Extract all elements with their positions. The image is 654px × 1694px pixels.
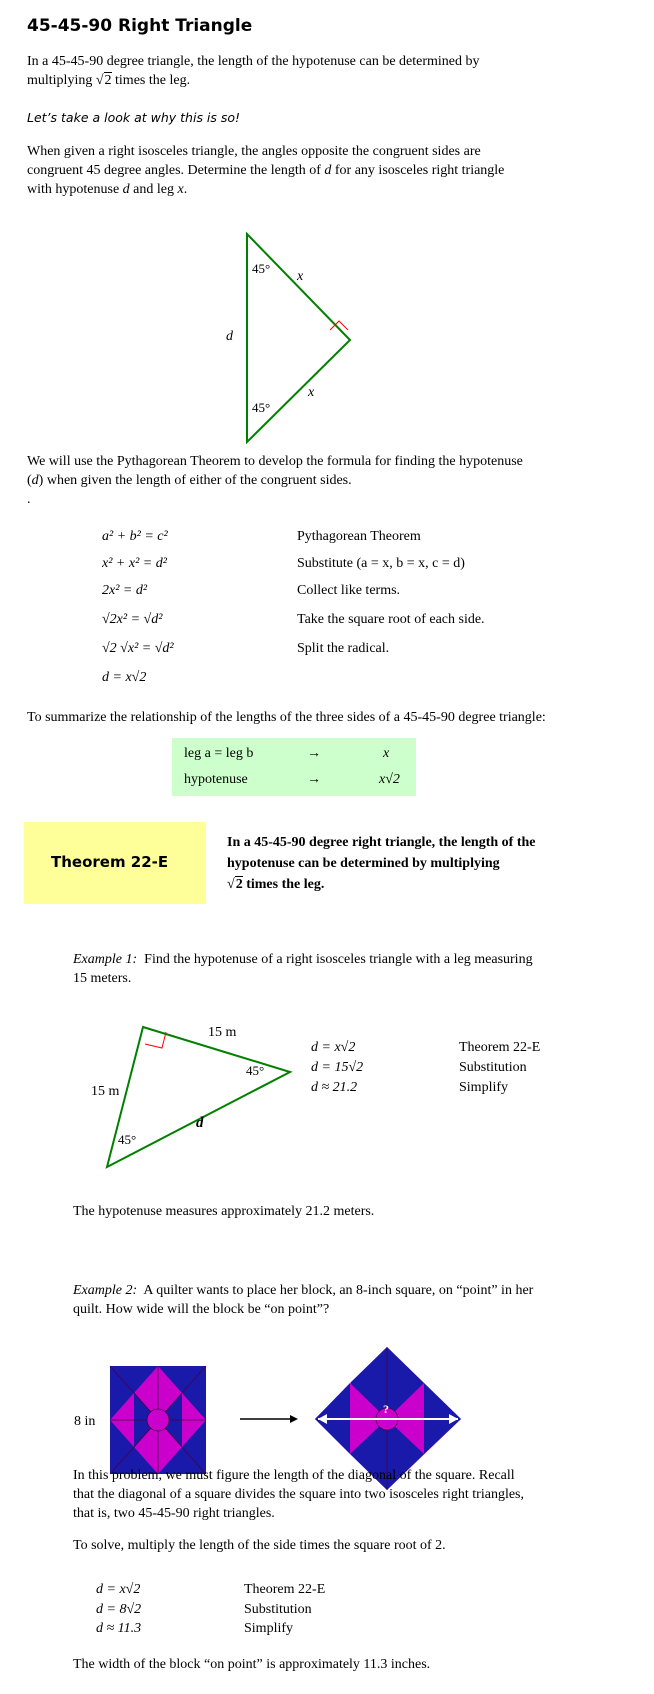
theorem-line-1: In a 45-45-90 degree right triangle, the length of the (227, 835, 536, 850)
diagonal-question-mark: ? (383, 1402, 389, 1416)
example-2-prompt (73, 1281, 613, 1319)
transform-arrow-head (290, 1415, 298, 1423)
ex1-side-left-label: 15 m (91, 1084, 120, 1099)
pythag-intro-paragraph (27, 452, 607, 509)
side-top-label: x (297, 269, 304, 284)
ex1-side-top-label: 15 m (208, 1025, 237, 1040)
example-1-line-2: 15 meters. (73, 971, 132, 986)
ex1-angle-bottom-label: 45° (118, 1132, 137, 1147)
summary-row2-left: hypotenuse (184, 772, 248, 787)
side-bottom-label: x (308, 385, 315, 400)
quilt-side-label: 8 in (74, 1414, 96, 1429)
given-line-2: congruent 45 degree angles. Determine the length of d for any isosceles right triangle (27, 163, 505, 178)
theorem-line-3: √2 times the leg. (227, 874, 607, 895)
step-expr: √2 √x² = √d² (102, 641, 174, 656)
pythag-line-2: (d) when given the length of either of the congruent sides. (27, 473, 352, 488)
page-title: 45-45-90 Right Triangle (27, 16, 253, 36)
ex2-step-expr: d = x√2 (96, 1582, 141, 1597)
ex1-hypotenuse-label: d (196, 1115, 204, 1131)
explain-line-2: that the diagonal of a square divides the square into two isosceles right triangles, (73, 1487, 524, 1502)
angle-bottom-label: 45° (252, 400, 271, 415)
summary-row1-left: leg a = leg b (184, 746, 254, 761)
example-1-prompt (73, 950, 613, 988)
quilt-block-square (110, 1366, 206, 1474)
summary-row1-right: x (383, 746, 390, 761)
hypotenuse-label: d (226, 329, 233, 344)
sqrt2-symbol: √2 (227, 877, 243, 892)
theorem-box (24, 822, 206, 904)
given-line-1: When given a right isosceles triangle, the angles opposite the congruent sides are (27, 144, 481, 159)
ex2-step-desc: Substitution (244, 1602, 312, 1617)
intro-line-2: multiplying √2 times the leg. (27, 73, 191, 88)
step-desc: Collect like terms. (297, 583, 401, 598)
explain-line-1: In this problem, we must figure the length of the diagonal of the square. Recall (73, 1468, 515, 1483)
step-expr: √2x² = √d² (102, 612, 163, 627)
right-angle-mark-2 (145, 1032, 166, 1048)
ex2-step-expr: d ≈ 11.3 (96, 1621, 142, 1636)
summary-intro: To summarize the relationship of the lengths of the three sides of a 45-45-90 degree triangle: (27, 710, 546, 725)
ex1-step-expr: d ≈ 21.2 (311, 1080, 358, 1095)
ex1-step-desc: Substitution (459, 1060, 527, 1075)
ex1-step-desc: Theorem 22-E (459, 1040, 541, 1055)
pythag-line-3: . (27, 492, 31, 507)
example-2-explanation (73, 1466, 633, 1523)
example-2-line-2: quilt. How wide will the block be “on point”? (73, 1302, 330, 1317)
sqrt2-symbol: √2 (95, 73, 112, 88)
step-desc: Pythagorean Theorem (297, 529, 421, 544)
step-desc: Substitute (a = x, b = x, c = d) (297, 556, 465, 571)
lets-look-line: Let’s take a look at why this is so! (27, 110, 241, 125)
ex1-step-desc: Simplify (459, 1080, 509, 1095)
example-2-result: The width of the block “on point” is approximately 11.3 inches. (73, 1657, 431, 1672)
example-2-line-1: Example 2: A quilter wants to place her block, an 8-inch square, on “point” in her (73, 1283, 534, 1298)
pythag-line-1: We will use the Pythagorean Theorem to develop the formula for finding the hypotenuse (27, 454, 523, 469)
step-expr: d = x√2 (102, 670, 147, 685)
intro-line-1: In a 45-45-90 degree triangle, the length of the hypotenuse can be determined by (27, 54, 480, 69)
step-desc: Take the square root of each side. (297, 612, 485, 627)
ex1-step-expr: d = x√2 (311, 1040, 356, 1055)
triangle-diagram-example-1 (91, 1025, 290, 1167)
step-expr: 2x² = d² (102, 583, 148, 598)
explain-line-3: that is, two 45-45-90 right triangles. (73, 1506, 275, 1521)
theorem-line-2: hypotenuse can be determined by multiplying (227, 856, 500, 871)
ex2-step-expr: d = 8√2 (96, 1602, 142, 1617)
ex2-step-desc: Theorem 22-E (244, 1582, 326, 1597)
theorem-statement (227, 832, 607, 895)
example-1-line-1: Example 1: Find the hypotenuse of a right isosceles triangle with a leg measuring (73, 952, 533, 967)
example-2-solve: To solve, multiply the length of the side times the square root of 2. (73, 1538, 446, 1553)
step-expr: a² + b² = c² (102, 529, 168, 544)
example-1-result: The hypotenuse measures approximately 21.2 meters. (73, 1204, 375, 1219)
summary-row2-right: x√2 (379, 772, 400, 787)
ex2-step-desc: Simplify (244, 1621, 294, 1636)
summary-row2-arrow: → (307, 772, 321, 787)
ex1-step-expr: d = 15√2 (311, 1060, 364, 1075)
summary-row1-arrow: → (307, 746, 321, 761)
ex1-angle-right-label: 45° (246, 1063, 265, 1078)
step-expr: x² + x² = d² (102, 556, 167, 571)
triangle-diagram-1 (226, 234, 350, 442)
quilt-center (147, 1409, 169, 1431)
summary-table (172, 738, 416, 796)
theorem-label: Theorem 22-E (51, 853, 169, 871)
given-line-3: with hypotenuse d and leg x. (27, 182, 188, 197)
angle-top-label: 45° (252, 261, 271, 276)
step-desc: Split the radical. (297, 641, 390, 656)
